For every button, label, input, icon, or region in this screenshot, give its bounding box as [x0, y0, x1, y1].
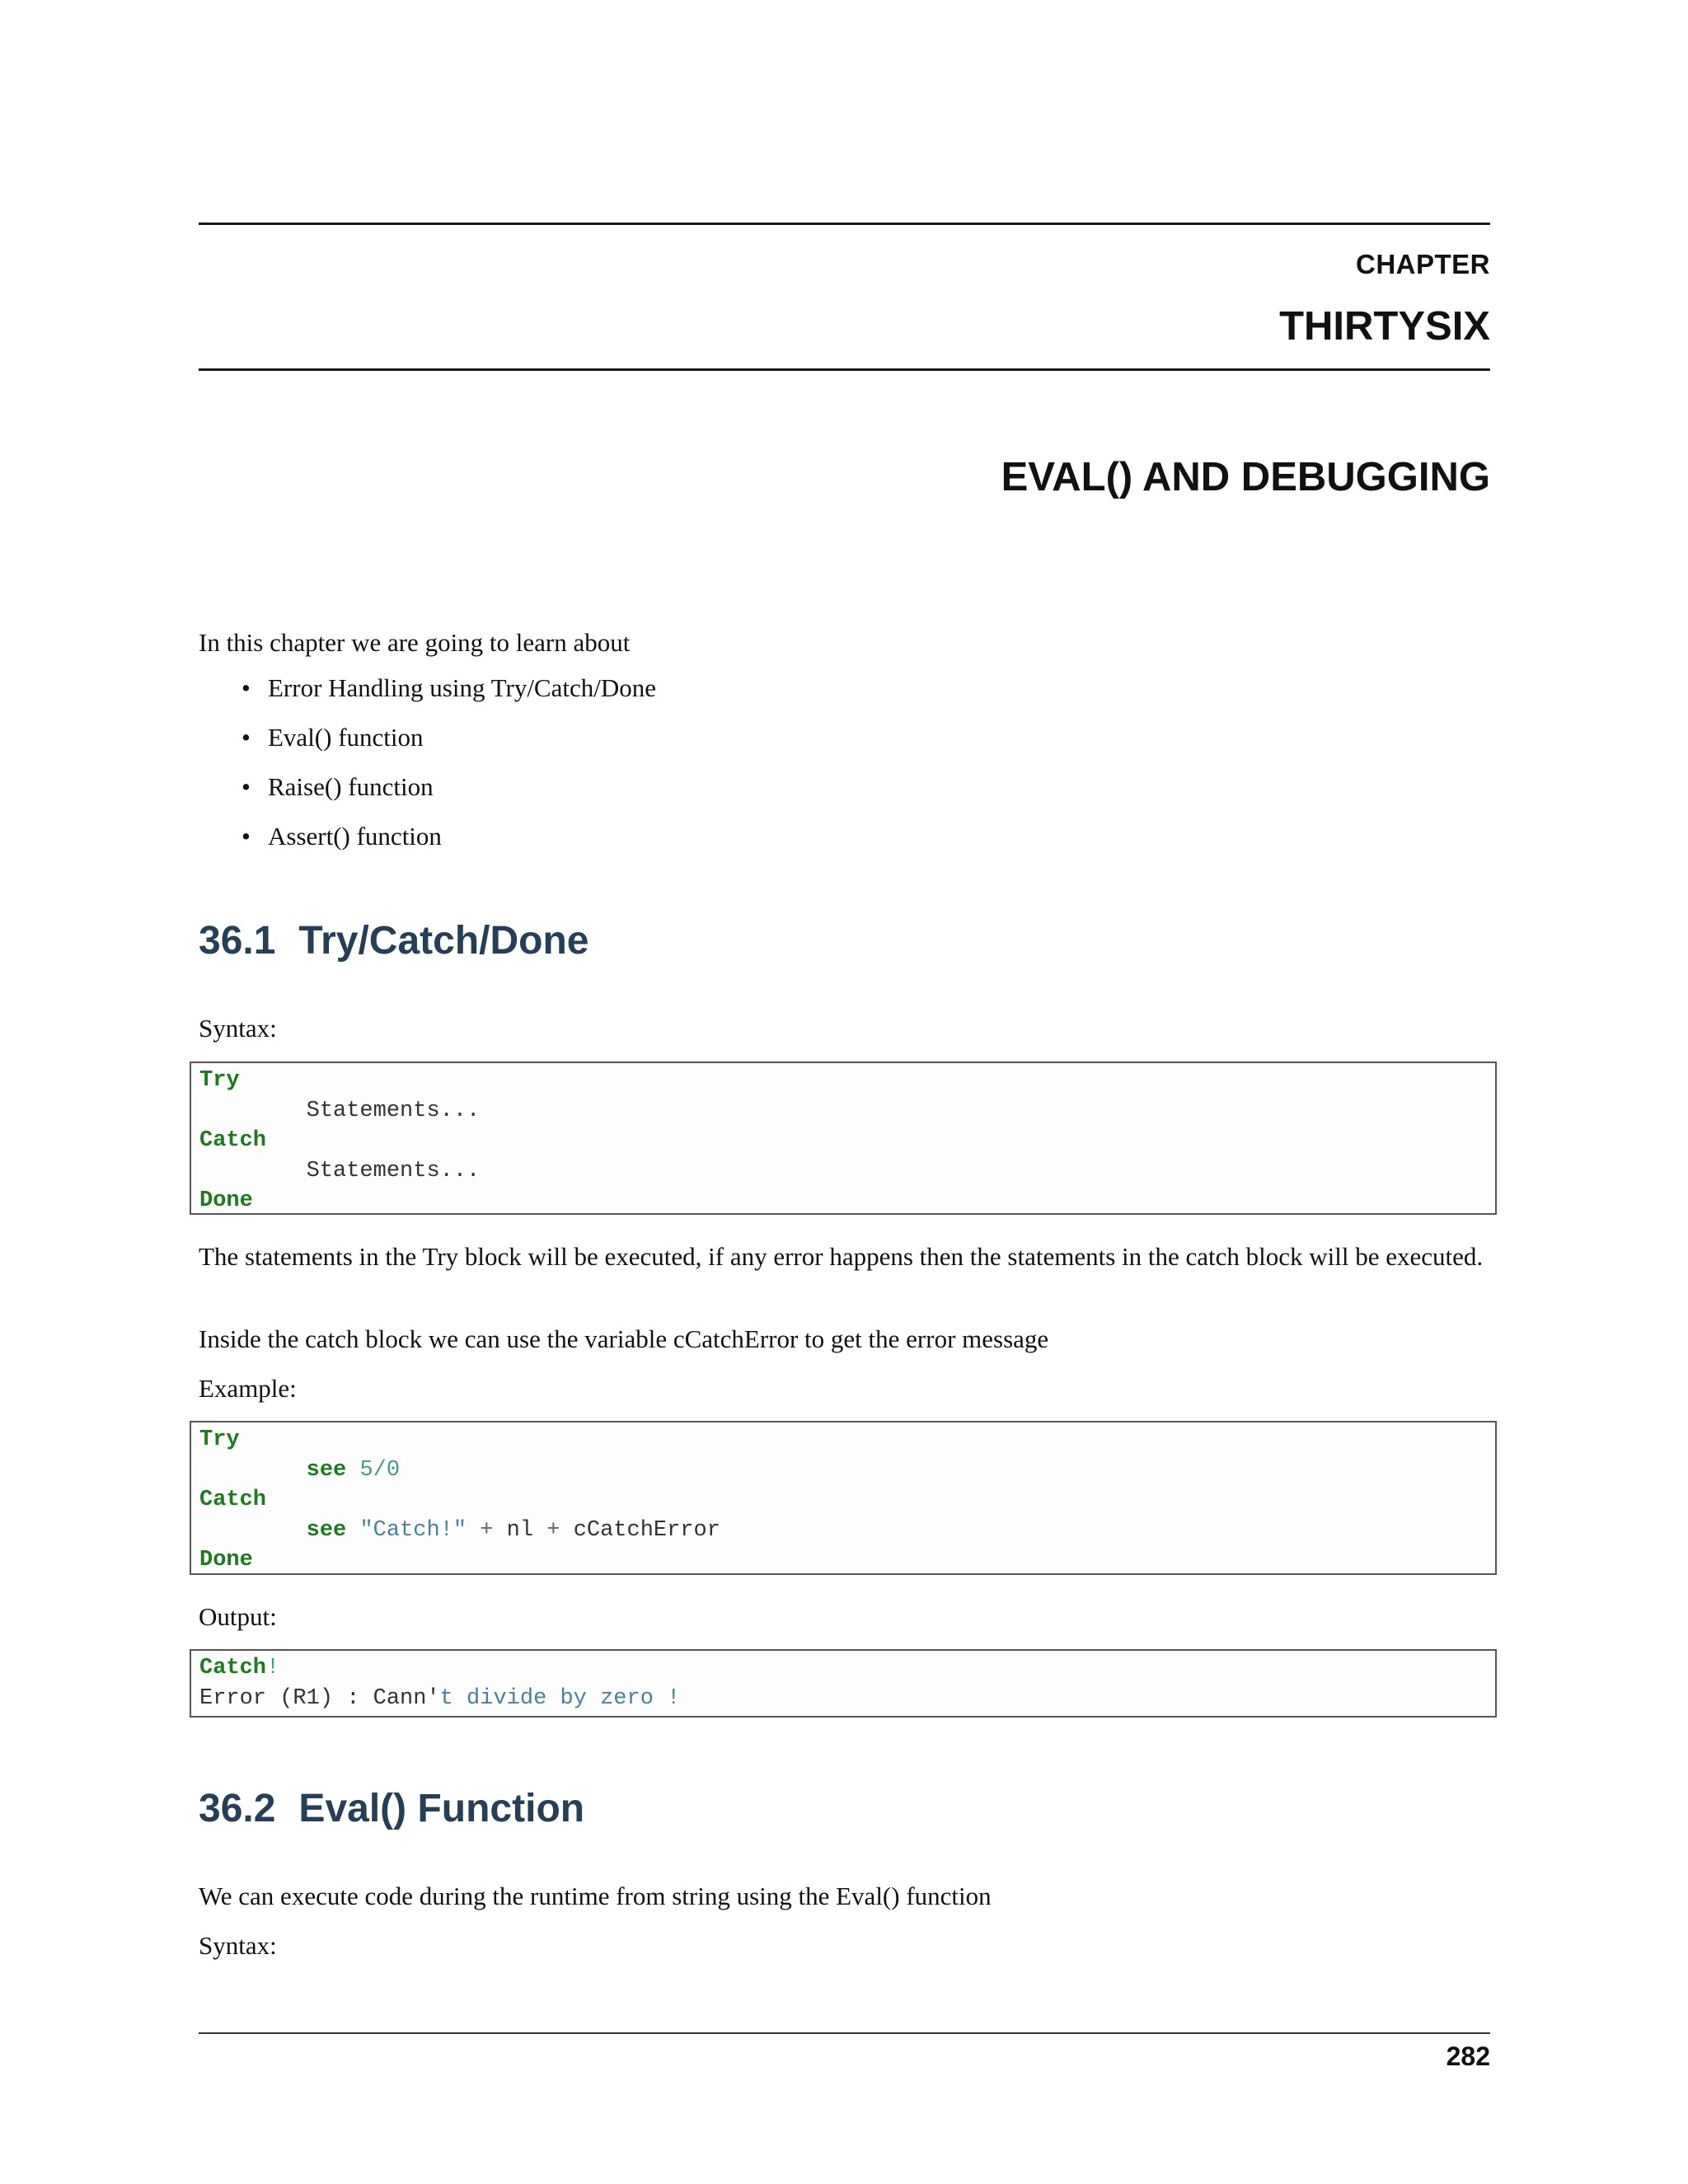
- code-keyword: Try: [199, 1068, 240, 1093]
- output-label: Output:: [199, 1602, 277, 1631]
- list-item-text: Error Handling using Try/Catch/Done: [268, 673, 656, 702]
- code-keyword: Done: [199, 1548, 253, 1572]
- code-line: [199, 1545, 1487, 1576]
- section-number: 36.2: [199, 1787, 276, 1830]
- page-number: 282: [1446, 2041, 1490, 2071]
- code-keyword: see: [306, 1517, 347, 1543]
- code-line: [199, 1485, 1487, 1516]
- list-item-text: Eval() function: [268, 723, 424, 752]
- chapter-top-rule: [199, 223, 1490, 225]
- code-line: [199, 1516, 1487, 1546]
- code-keyword: Catch: [199, 1128, 267, 1153]
- syntax-code-block: [190, 1062, 1497, 1215]
- code-line: [199, 1096, 1487, 1127]
- syntax-label: Syntax:: [199, 1014, 277, 1043]
- syntax-label: Syntax:: [199, 1931, 277, 1960]
- code-text: Error (R1) : Cann': [199, 1685, 440, 1711]
- catch-error-paragraph: Inside the catch block we can use the variable cCatchError to get the error message: [199, 1324, 1049, 1353]
- example-code-block: [190, 1421, 1497, 1575]
- output-code-block: [190, 1649, 1497, 1718]
- section-title: Try/Catch/Done: [298, 919, 589, 963]
- section-heading-eval: [199, 1786, 584, 1831]
- section-title: Eval() Function: [298, 1787, 585, 1830]
- code-operator: +: [480, 1517, 494, 1543]
- bullet-icon: •: [241, 673, 251, 702]
- list-item-text: Raise() function: [268, 772, 434, 801]
- code-number: 5/0: [359, 1457, 401, 1483]
- code-string: t divide by zero !: [439, 1685, 681, 1711]
- code-line: [199, 1653, 1487, 1684]
- intro-text: In this chapter we are going to learn about: [199, 628, 631, 657]
- example-label: Example:: [199, 1374, 297, 1403]
- code-text: nl: [506, 1517, 534, 1543]
- eval-paragraph: We can execute code during the runtime from string using the Eval() function: [199, 1882, 992, 1910]
- code-text: Statements...: [306, 1098, 481, 1123]
- footer-rule: [199, 2032, 1490, 2034]
- bullet-icon: •: [241, 822, 251, 851]
- code-line: [199, 1455, 1487, 1486]
- chapter-label: CHAPTER: [1355, 249, 1490, 279]
- code-line: [199, 1156, 1487, 1187]
- list-item: [199, 713, 656, 762]
- code-keyword: Try: [199, 1427, 240, 1452]
- code-text: Statements...: [306, 1158, 481, 1183]
- section-number: 36.1: [199, 919, 276, 963]
- code-keyword: see: [306, 1457, 347, 1483]
- list-item: [199, 663, 656, 713]
- code-text: !: [266, 1656, 280, 1680]
- chapter-title: EVAL() AND DEBUGGING: [1001, 455, 1490, 499]
- code-text: cCatchError: [573, 1517, 720, 1543]
- list-item-text: Assert() function: [268, 822, 442, 851]
- chapter-bottom-rule: [199, 368, 1490, 371]
- code-line: [199, 1684, 1487, 1714]
- chapter-number: THIRTYSIX: [1279, 304, 1490, 349]
- code-keyword: Catch: [199, 1656, 267, 1680]
- code-keyword: Catch: [199, 1488, 267, 1512]
- bullet-icon: •: [241, 772, 251, 801]
- section-heading-try-catch: [199, 918, 589, 963]
- list-item: [199, 812, 656, 861]
- topic-list: [199, 663, 656, 861]
- code-string: "Catch!": [359, 1517, 467, 1543]
- code-operator: +: [546, 1517, 560, 1543]
- code-line: [199, 1186, 1487, 1216]
- code-line: [199, 1126, 1487, 1156]
- code-line: [199, 1425, 1487, 1455]
- bullet-icon: •: [241, 723, 251, 752]
- try-explanation-paragraph: The statements in the Try block will be executed, if any error happens then the statements in the catch block will be executed.: [199, 1242, 1484, 1271]
- code-line: [199, 1066, 1487, 1096]
- code-keyword: Done: [199, 1188, 253, 1213]
- list-item: [199, 762, 656, 812]
